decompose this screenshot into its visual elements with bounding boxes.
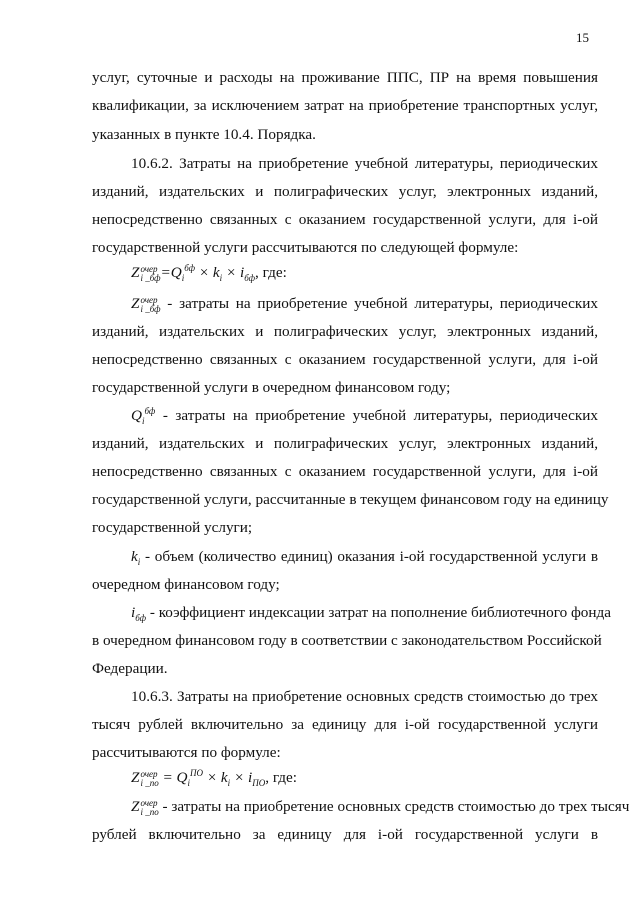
definition-z: Z очер i _бф - затраты на приобретение учебной литературы, периодических — [131, 294, 598, 314]
text-line: 10.6.3. Затраты на приобретение основных средств стоимостью до трех — [131, 688, 598, 705]
text-line: очередном финансовом году; — [92, 576, 280, 593]
text-line: государственной услуги; — [92, 519, 253, 536]
text-line: государственной услуги в очередном финансовом году; — [92, 379, 451, 396]
definition-z-po: Z очер i _по - затраты на приобретение основных средств стоимостью до трех тысяч — [131, 797, 630, 817]
text-line: рублей включительно за единицу для i-ой государственной услуги в — [92, 826, 598, 843]
text-line: непосредственно связанных с оказанием государственной услуги, для i-ой — [92, 211, 598, 228]
text-line: 10.6.2. Затраты на приобретение учебной литературы, периодических — [131, 155, 598, 172]
text-line: тысяч рублей включительно за единицу для i-ой государственной услуги — [92, 716, 598, 733]
formula-2: Z очер i _по = $Q_i^{ПО} \times k_i \times i_{ПО}$, где: — [131, 767, 297, 789]
text-line: государственной услуги, рассчитанные в текущем финансовом году на единицу — [92, 491, 609, 508]
definition-i: $i_{бф}$ - коэффициент индексации затрат на пополнение библиотечного фонда — [131, 604, 611, 624]
text-line: указанных в пункте 10.4. Порядка. — [92, 126, 316, 143]
text-line: квалификации, за исключением затрат на приобретение транспортных услуг, — [92, 97, 598, 114]
text-line: Федерации. — [92, 660, 168, 677]
page-number: 15 — [576, 30, 589, 45]
definition-q: $Q_i^{бф}$ - затраты на приобретение учебной литературы, периодических — [131, 405, 598, 427]
text-line: рассчитываются по формуле: — [92, 744, 281, 761]
definition-k: $k_i$ - объем (количество единиц) оказания i-ой государственной услуги в — [131, 548, 599, 568]
formula-1: Z очер i _бф $=Q_i^{бф} \times k_i \times i_{бф}$, где: — [131, 262, 287, 284]
text-line: изданий, издательских и полиграфических услуг, электронных изданий, — [92, 323, 598, 340]
text-line: изданий, издательских и полиграфических услуг, электронных изданий, — [92, 183, 598, 200]
text-line: услуг, суточные и расходы на проживание ППС, ПР на время повышения — [92, 69, 598, 86]
text-line: непосредственно связанных с оказанием государственной услуги, для i-ой — [92, 351, 598, 368]
text-line: государственной услуги рассчитываются по следующей формуле: — [92, 239, 519, 256]
text-line: изданий, издательских и полиграфических услуг, электронных изданий, — [92, 435, 598, 452]
text-line: в очередном финансовом году в соответствии с законодательством Российской — [92, 632, 602, 649]
text-line: непосредственно связанных с оказанием государственной услуги, для i-ой — [92, 463, 598, 480]
